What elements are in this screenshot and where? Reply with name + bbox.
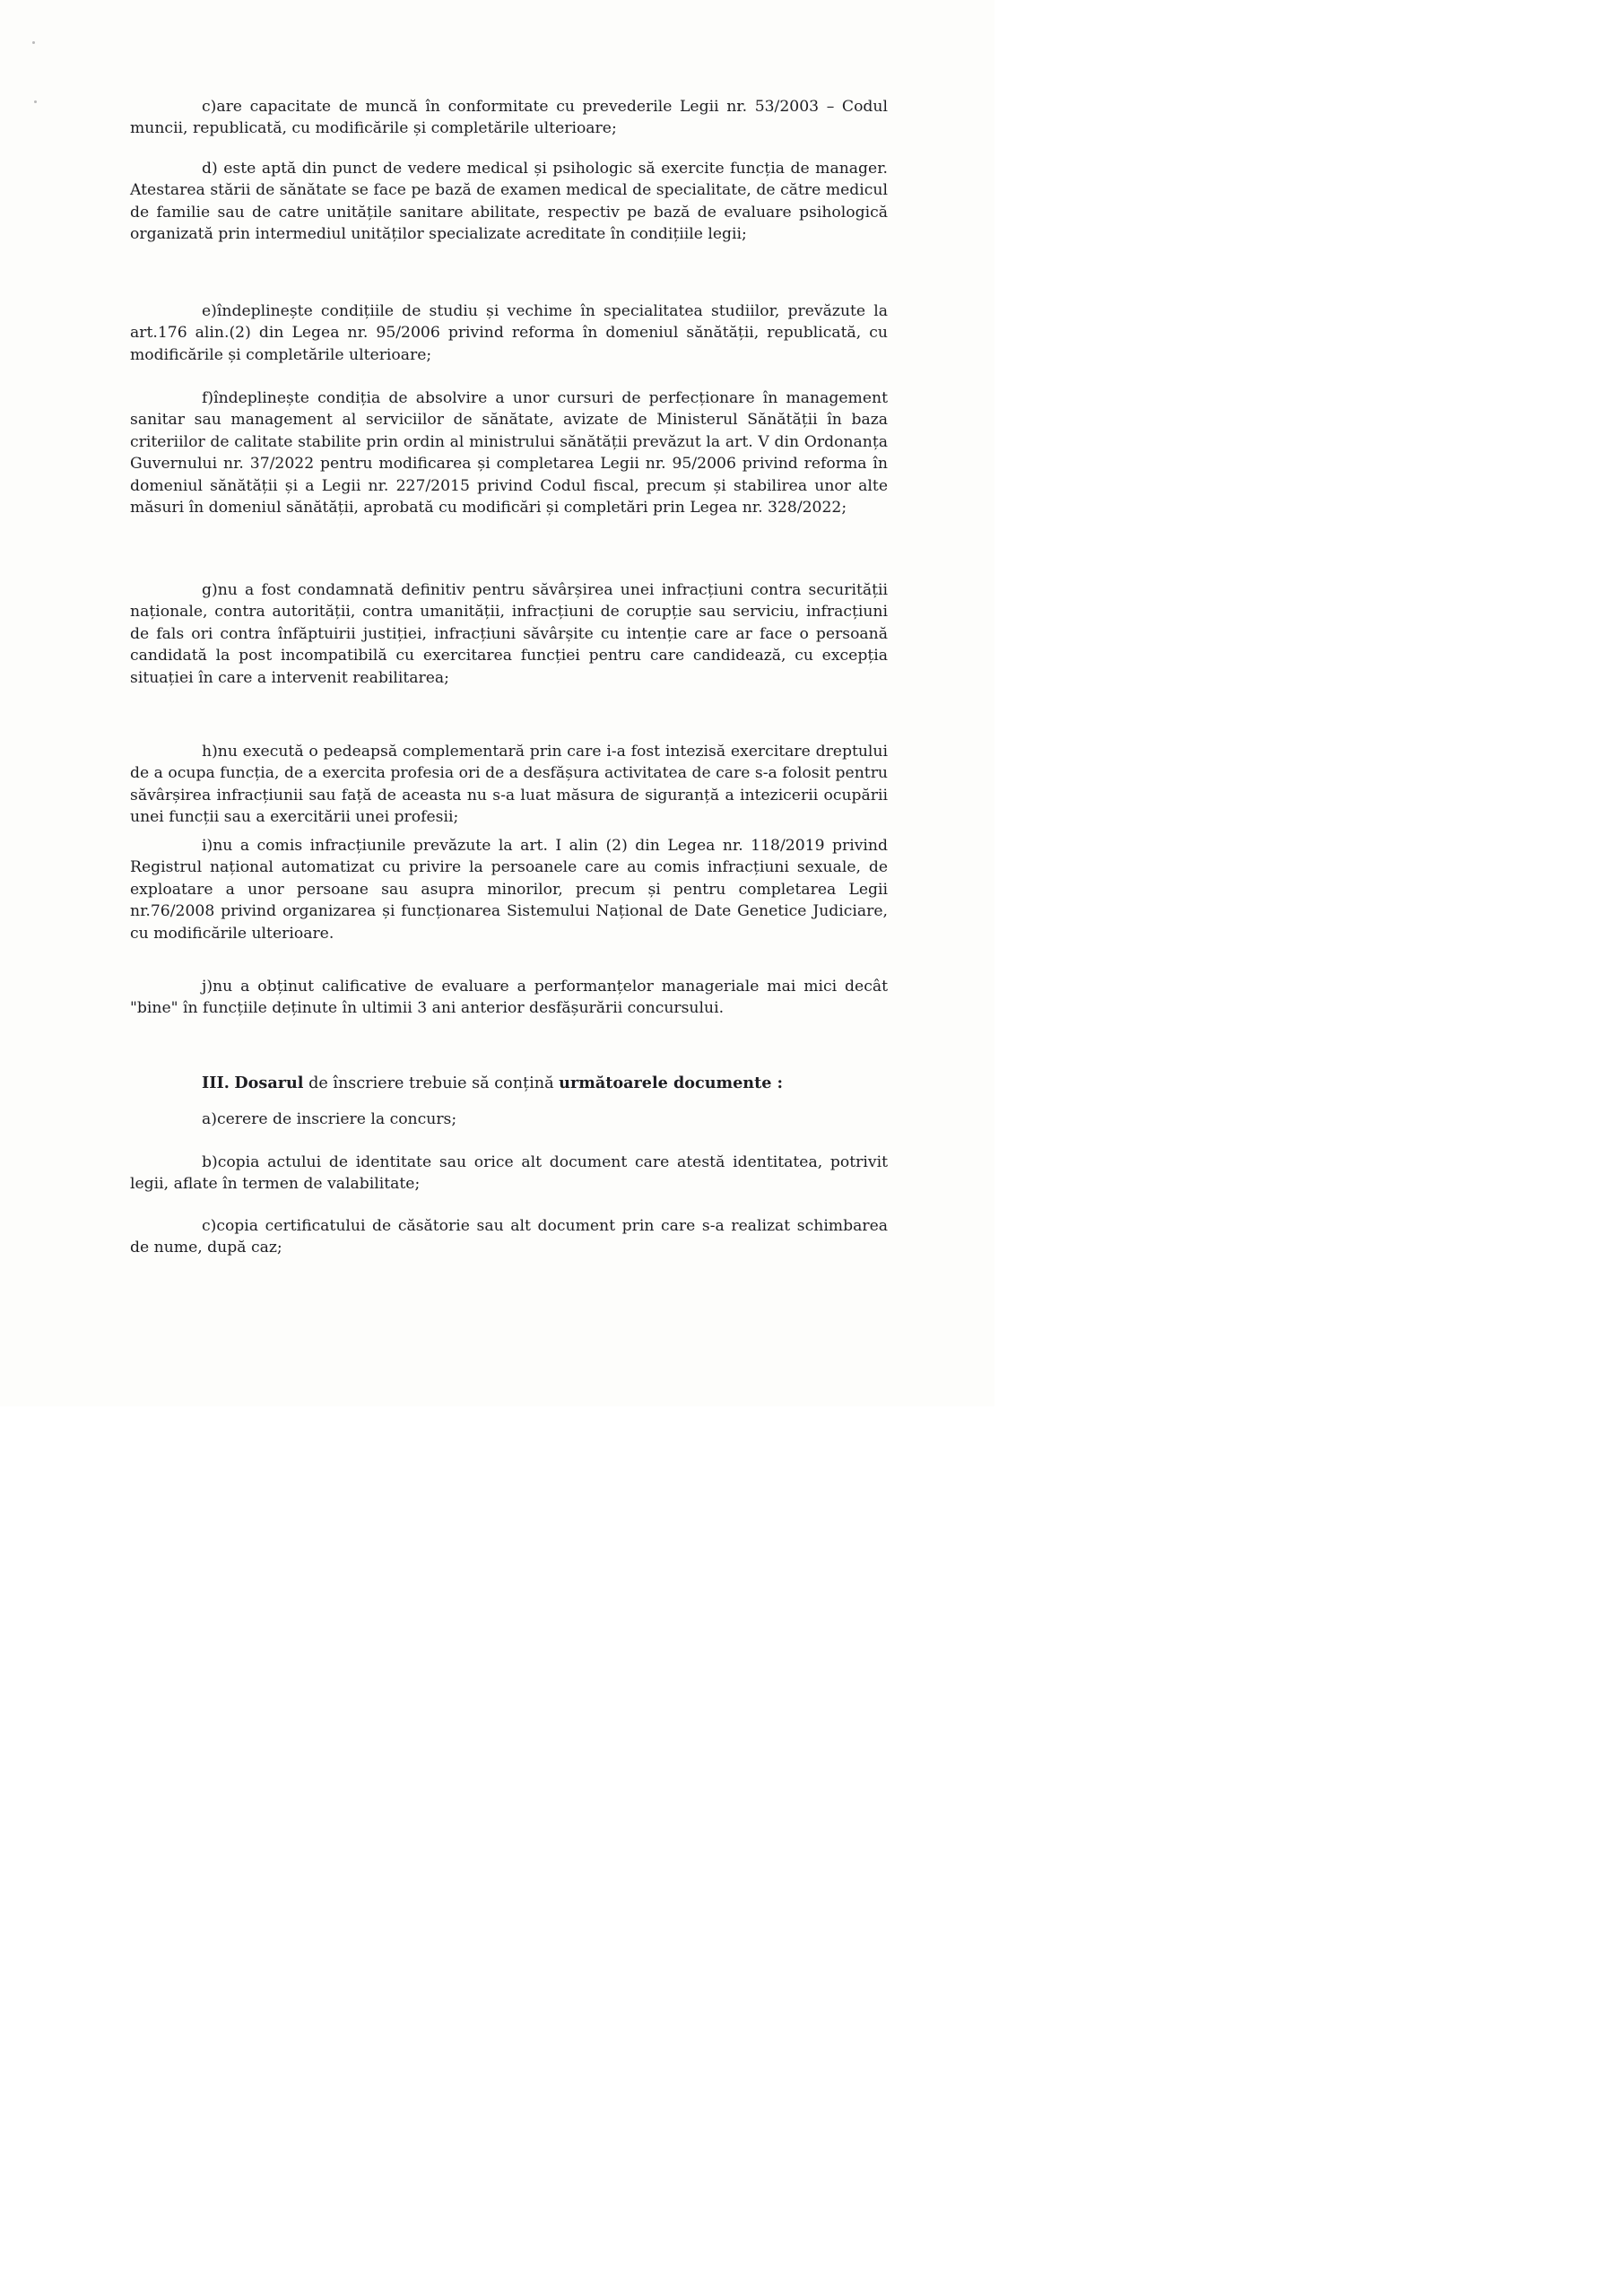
list-item-b: b)copia actului de identitate sau orice alt document care atestă identitatea, potrivit legii, aflate în termen de valabilitate; xyxy=(130,1153,888,1194)
paragraph-g: g)nu a fost condamnată definitiv pentru săvârșirea unei infracțiuni contra securității naționale, contra autorității, contra umanității, infracțiuni de corupție sau serviciu, infracțiuni de fals ori contra înfăptuirii justiției, infracțiuni săvârșite cu intenție care ar face o persoană candidată la post incompatibilă cu exercitarea funcției pentru care candidează, cu excepția situației în care a intervenit reabilitarea; xyxy=(130,581,888,687)
list-item-c: c)copia certificatului de căsătorie sau alt document prin care s-a realizat schimbarea de nume, după caz; xyxy=(130,1217,888,1257)
section-middle-text: de înscriere trebuie să conțină xyxy=(308,1074,554,1092)
paragraph-e: e)îndeplinește condițiile de studiu și vechime în specialitatea studiilor, prevăzute la art.176 alin.(2) din Legea nr. 95/2006 privind reforma în domeniul sănătății, republicată, cu modificările și completările ulterioare; xyxy=(130,302,888,364)
paragraph-d: d) este aptă din punct de vedere medical și psihologic să exercite funcția de manager. Atestarea stării de sănătate se face pe bază de examen medical de specialitate, de către medicul de familie sau de catre unitățile sanitare abilitate, respectiv pe bază de evaluare psihologică organizată prin intermediul unităților specializate acreditate în condițiile legii; xyxy=(130,160,888,244)
scan-speck xyxy=(34,100,37,103)
paragraph-h: h)nu execută o pedeapsă complementară prin care i-a fost intezisă exercitare dreptului de a ocupa funcția, de a exercita profesia ori de a desfășura activitatea de care s-a folosit pentru săvârșirea infracțiunii sau față de aceasta nu s-a luat măsura de siguranță a intezicerii ocupării unei funcții sau a exercitării unei profesii; xyxy=(130,743,888,827)
section-heading-dosarul xyxy=(202,1073,892,1094)
paragraph-j: j)nu a obținut calificative de evaluare a performanțelor manageriale mai mici decât "bine" în funcțiile deținute în ultimii 3 ani anterior desfășurării concursului. xyxy=(130,978,888,1018)
section-bold-word: Dosarul xyxy=(234,1074,304,1092)
paragraph-f: f)îndeplinește condiția de absolvire a unor cursuri de perfecționare în management sanitar sau management al serviciilor de sănătate, avizate de Ministerul Sănătății în baza criteriilor de calitate stabilite prin ordin al ministrului sănătății prevăzut la art. V din Ordonanța Guvernului nr. 37/2022 pentru modificarea și completarea Legii nr. 95/2006 privind reforma în domeniul sănătății și a Legii nr. 227/2015 privind Codul fiscal, precum și stabilirea unor alte măsuri în domeniul sănătății, aprobată cu modificări și completări prin Legea nr. 328/2022; xyxy=(130,389,888,517)
section-number: III. xyxy=(202,1074,230,1092)
paragraph-i: i)nu a comis infracțiunile prevăzute la art. I alin (2) din Legea nr. 118/2019 privind Registrul național automatizat cu privire la persoanele care au comis infracțiuni sexuale, de exploatare a unor persoane sau asupra minorilor, precum și pentru completarea Legii nr.76/2008 privind organizarea și funcționarea Sistemului Național de Date Genetice Judiciare, cu modificările ulterioare. xyxy=(130,837,888,943)
scan-speck xyxy=(32,41,35,44)
list-item-a: a)cerere de inscriere la concurs; xyxy=(202,1110,457,1128)
paragraph-c: c)are capacitate de muncă în conformitate cu prevederile Legii nr. 53/2003 – Codul muncii, republicată, cu modificările și completările ulterioare; xyxy=(130,98,888,138)
section-bold-end: următoarele documente : xyxy=(559,1074,784,1092)
scanned-document-page xyxy=(0,0,994,1406)
